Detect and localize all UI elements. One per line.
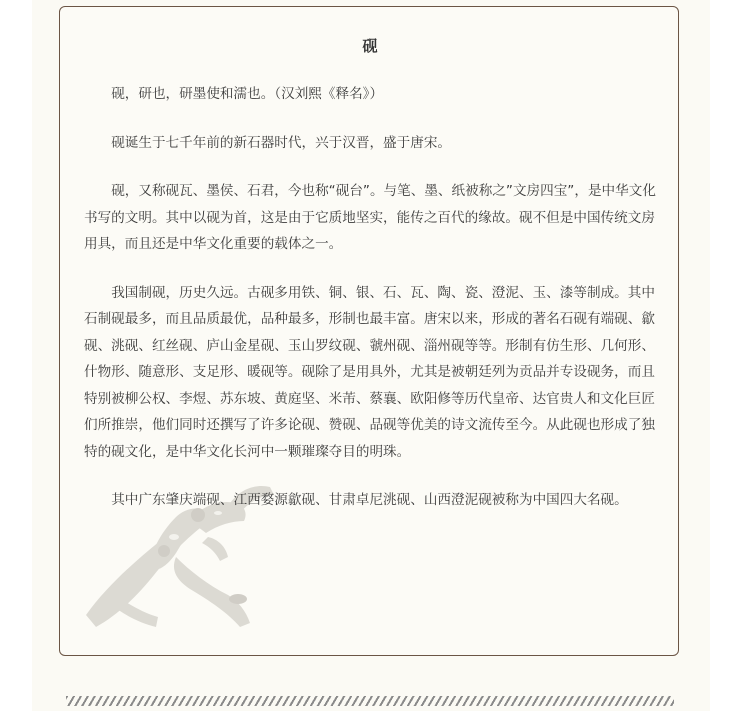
article-card [59, 6, 679, 656]
paragraph-origin: 砚诞生于七千年前的新石器时代，兴于汉晋，盛于唐宋。 [111, 134, 452, 151]
article-title: 砚 [362, 37, 378, 55]
hatched-divider-icon [66, 696, 674, 706]
paragraph-famous-inkstones: 其中广东肇庆端砚、江西婺源歙砚、甘肃卓尼洮砚、山西澄泥砚被称为中国四大名砚。 [111, 492, 628, 508]
paragraph-definition: 砚，研也，研墨使和濡也。（汉刘熙《释名》） [111, 86, 384, 102]
article-body [84, 81, 658, 536]
paragraph-history: 我国制砚，历史久远。古砚多用铁、铜、银、石、瓦、陶、瓷、澄泥、玉、漆等制成。其中石制砚最多，而且品质最优，品种最多，形制也最丰富。唐宋以来，形成的著名石砚有端砚、歙砚、洮砚、红丝砚、庐山金星砚、玉山罗纹砚、虢州砚、淄州砚等等。形制有仿生形、几何形、什物形、随意形、支足形、暖砚等。砚除了是用具外，尤其是被朝廷列为贡品并专设砚务，而且特别被柳公权、李煜、苏东坡、黄庭坚、米芾、蔡襄、欧阳修等历代皇帝、达官贵人和文化巨匠们所推崇，他们同时还撰写了许多论砚、赞砚、品砚等优美的诗文流传至今。从此砚也形成了独特的砚文化，是中华文化长河中一颗璀璨夺目的明珠。 [84, 284, 655, 460]
paragraph-names: 砚，又称砚瓦、墨侯、石君，今也称“砚台”。与笔、墨、纸被称之”文房四宝”，是中华文化书写的文明。其中以砚为首，这是由于它质地坚实，能传之百代的缘故。砚不但是中国传统文房用具，而且还是中华文化重要的载体之一。 [84, 183, 656, 252]
